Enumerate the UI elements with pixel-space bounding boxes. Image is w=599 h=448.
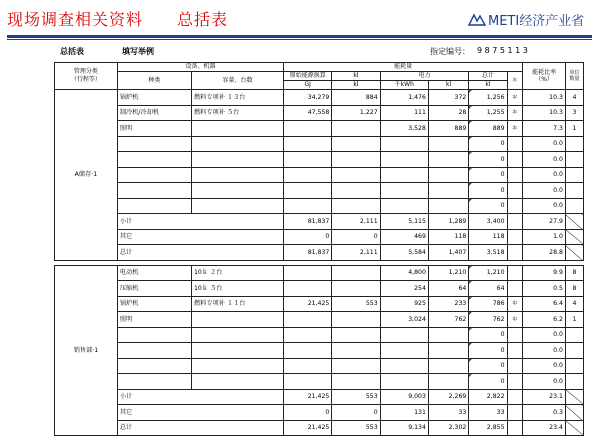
count-cell[interactable]: [565, 167, 583, 183]
ratio-cell[interactable]: 0.0: [523, 183, 566, 199]
kl1-cell[interactable]: [332, 312, 380, 328]
ratio-cell[interactable]: 0.0: [523, 327, 566, 343]
count-cell[interactable]: 8: [565, 265, 583, 281]
gj-cell[interactable]: 81,837: [284, 214, 332, 230]
kwh-cell[interactable]: 1,476: [380, 90, 428, 106]
kind-cell[interactable]: 照明: [117, 312, 191, 328]
page-title: 现场调查相关资料 总括表: [7, 10, 229, 29]
ratio-cell[interactable]: 10.3: [523, 105, 566, 121]
total-cell[interactable]: 3,518: [469, 245, 507, 261]
star-cell[interactable]: [507, 343, 523, 359]
count-cell[interactable]: [565, 183, 583, 199]
kwh-cell[interactable]: [380, 152, 428, 168]
kl1-cell[interactable]: [332, 152, 380, 168]
count-cell[interactable]: [565, 152, 583, 168]
kl1-cell[interactable]: [332, 327, 380, 343]
sheet-label: 总括表: [60, 47, 84, 56]
kind-cell[interactable]: [117, 183, 191, 199]
star-cell: [507, 229, 523, 245]
equipment-header: 设备、机器: [117, 63, 283, 72]
kind-cell[interactable]: [117, 198, 191, 214]
kl1-cell[interactable]: [332, 121, 380, 137]
ratio-cell[interactable]: 7.3: [523, 121, 566, 137]
total-cell[interactable]: 1,210: [469, 265, 507, 281]
spec-cell[interactable]: [191, 343, 283, 359]
count-cell-disabled: [565, 214, 583, 230]
group-a-body: [55, 90, 584, 261]
spec-cell[interactable]: [191, 327, 283, 343]
header-row-1: [55, 63, 584, 72]
total-cell[interactable]: 0: [469, 136, 507, 152]
other-label: 其它: [117, 229, 283, 245]
kl2-cell[interactable]: 372: [428, 90, 468, 106]
gj-cell[interactable]: [284, 374, 332, 390]
count-cell-disabled: [565, 405, 583, 421]
kind-cell[interactable]: [117, 358, 191, 374]
kwh-cell[interactable]: 131: [380, 405, 428, 421]
star-cell[interactable]: [507, 136, 523, 152]
table-row: [55, 265, 584, 281]
star-cell[interactable]: [507, 374, 523, 390]
star-cell: [507, 214, 523, 230]
total-cell[interactable]: 762: [469, 312, 507, 328]
star-cell[interactable]: ＊: [507, 296, 523, 312]
kl1-cell[interactable]: 2,111: [332, 245, 380, 261]
sheet-example-label: 填写举例: [122, 47, 154, 56]
kl1-cell[interactable]: [332, 358, 380, 374]
kwh-cell[interactable]: [380, 327, 428, 343]
total-cell[interactable]: 786: [469, 296, 507, 312]
total-cell[interactable]: 0: [469, 167, 507, 183]
spec-cell[interactable]: 燃料专项补 ５台: [191, 105, 283, 121]
kl1-cell[interactable]: 0: [332, 229, 380, 245]
table-row: [55, 343, 584, 359]
ratio-header: 能耗比率（%）: [523, 63, 566, 90]
kl2-cell[interactable]: 1,210: [428, 265, 468, 281]
ratio-cell[interactable]: 23.1: [523, 389, 566, 405]
kind-cell[interactable]: 电动机: [117, 265, 191, 281]
usage-header: 能耗量: [284, 63, 523, 72]
star-cell: [507, 420, 523, 436]
gj-cell[interactable]: [284, 327, 332, 343]
star-cell[interactable]: [507, 327, 523, 343]
kl1-cell[interactable]: [332, 167, 380, 183]
meti-logo-icon: [468, 13, 486, 27]
spec-cell[interactable]: [191, 183, 283, 199]
summary-table: [54, 62, 584, 436]
star-cell[interactable]: ＊: [507, 121, 523, 137]
ratio-cell[interactable]: 28.8: [523, 245, 566, 261]
count-cell[interactable]: 1: [565, 121, 583, 137]
kwh-cell[interactable]: 3,528: [380, 121, 428, 137]
gj-cell[interactable]: [284, 152, 332, 168]
gj-cell[interactable]: [284, 167, 332, 183]
count-cell[interactable]: [565, 374, 583, 390]
total-cell[interactable]: 0: [469, 358, 507, 374]
count-cell[interactable]: 1: [565, 312, 583, 328]
kind-cell[interactable]: [117, 374, 191, 390]
ratio-cell[interactable]: 1.0: [523, 229, 566, 245]
total-cell[interactable]: 1,256: [469, 90, 507, 106]
ratio-cell[interactable]: 0.0: [523, 167, 566, 183]
total-cell[interactable]: 118: [469, 229, 507, 245]
kind-cell[interactable]: [117, 136, 191, 152]
kwh-cell[interactable]: [380, 136, 428, 152]
gj-cell[interactable]: [284, 198, 332, 214]
kwh-cell[interactable]: 5,115: [380, 214, 428, 230]
star-cell[interactable]: [507, 198, 523, 214]
gj-cell[interactable]: [284, 343, 332, 359]
table-row: [55, 105, 584, 121]
total-cell[interactable]: 0: [469, 198, 507, 214]
ratio-cell[interactable]: 0.0: [523, 343, 566, 359]
kl2-cell[interactable]: [428, 136, 468, 152]
table-row: [55, 136, 584, 152]
ratio-cell[interactable]: 0.3: [523, 405, 566, 421]
kl2-cell[interactable]: [428, 167, 468, 183]
spec-cell[interactable]: [191, 374, 283, 390]
spec-cell[interactable]: [191, 136, 283, 152]
star-cell: [507, 245, 523, 261]
table-row: [55, 281, 584, 297]
logo-text: METI经济产业省: [488, 14, 585, 29]
gj-cell[interactable]: 21,425: [284, 296, 332, 312]
gj-cell[interactable]: 21,425: [284, 389, 332, 405]
count-cell[interactable]: 3: [565, 105, 583, 121]
gj-cell[interactable]: 0: [284, 405, 332, 421]
count-cell-disabled: [565, 389, 583, 405]
kl2-cell[interactable]: 1,289: [428, 214, 468, 230]
subtotal-label: 小计: [117, 214, 283, 230]
kwh-cell[interactable]: [380, 198, 428, 214]
kl1-cell[interactable]: 553: [332, 420, 380, 436]
kwh-cell[interactable]: 111: [380, 105, 428, 121]
spec-cell[interactable]: [191, 312, 283, 328]
kl2-cell[interactable]: 118: [428, 229, 468, 245]
ratio-cell[interactable]: 6.4: [523, 296, 566, 312]
total-cell[interactable]: 0: [469, 343, 507, 359]
kl2-cell[interactable]: 33: [428, 405, 468, 421]
ratio-cell[interactable]: 0.5: [523, 281, 566, 297]
count-cell-disabled: [565, 229, 583, 245]
gj-cell[interactable]: 81,837: [284, 245, 332, 261]
total-cell[interactable]: 2,822: [469, 389, 507, 405]
kwh-header: 千kWh: [380, 81, 428, 90]
count-cell[interactable]: [565, 358, 583, 374]
star-cell[interactable]: [507, 152, 523, 168]
count-header: 单位数量: [565, 63, 583, 90]
kind-header: 种类: [117, 72, 191, 90]
total-cell[interactable]: 1,255: [469, 105, 507, 121]
kwh-cell[interactable]: [380, 167, 428, 183]
count-cell[interactable]: [565, 343, 583, 359]
table-row: [55, 327, 584, 343]
star-cell[interactable]: [507, 183, 523, 199]
total-cell[interactable]: 3,400: [469, 214, 507, 230]
group-label: 销售部·1: [55, 265, 118, 436]
gj-cell[interactable]: [284, 265, 332, 281]
other-row: [55, 405, 584, 421]
kl1-cell[interactable]: [332, 281, 380, 297]
ratio-cell[interactable]: 10.3: [523, 90, 566, 106]
count-cell[interactable]: [565, 327, 583, 343]
header-rule: [7, 35, 592, 38]
kwh-cell[interactable]: 3,024: [380, 312, 428, 328]
ratio-cell[interactable]: 0.0: [523, 198, 566, 214]
table-row: [55, 167, 584, 183]
gj-cell[interactable]: [284, 358, 332, 374]
kl2-cell[interactable]: [428, 152, 468, 168]
ratio-cell[interactable]: 6.2: [523, 312, 566, 328]
table-row: [55, 152, 584, 168]
kl2-cell[interactable]: 28: [428, 105, 468, 121]
sum-row: [55, 245, 584, 261]
gj-cell[interactable]: 47,558: [284, 105, 332, 121]
subtotal-row: [55, 214, 584, 230]
spec-cell[interactable]: 10ｋ ２台: [191, 265, 283, 281]
ratio-cell[interactable]: 9.9: [523, 265, 566, 281]
kind-cell[interactable]: [117, 343, 191, 359]
count-cell-disabled: [565, 420, 583, 436]
kl2-cell[interactable]: 2,302: [428, 420, 468, 436]
kl1-cell[interactable]: [332, 183, 380, 199]
other-label: 其它: [117, 405, 283, 421]
star-cell[interactable]: [507, 265, 523, 281]
gj-cell[interactable]: [284, 136, 332, 152]
electric-header: 电力: [380, 72, 469, 81]
kl2-cell[interactable]: [428, 358, 468, 374]
table-row: [55, 374, 584, 390]
kl1-cell[interactable]: 553: [332, 296, 380, 312]
table-row: [55, 198, 584, 214]
star-cell[interactable]: ＊: [507, 312, 523, 328]
ratio-cell[interactable]: 0.0: [523, 136, 566, 152]
kind-cell[interactable]: [117, 152, 191, 168]
kl2-cell[interactable]: 762: [428, 312, 468, 328]
star-cell: [507, 405, 523, 421]
kl-header-1b: kl: [332, 81, 380, 90]
count-cell[interactable]: 8: [565, 281, 583, 297]
gj-cell[interactable]: [284, 312, 332, 328]
gj-cell[interactable]: [284, 281, 332, 297]
spec-cell[interactable]: 10ｋ ５台: [191, 281, 283, 297]
group-b-body: [55, 265, 584, 436]
kl-header-2: kl: [428, 81, 468, 90]
header-rule-thin: [7, 39, 592, 40]
sum-label: 总计: [117, 420, 283, 436]
kwh-cell[interactable]: 9,134: [380, 420, 428, 436]
total-cell[interactable]: 33: [469, 405, 507, 421]
spec-cell[interactable]: [191, 167, 283, 183]
kl1-cell[interactable]: 884: [332, 90, 380, 106]
total-cell[interactable]: 889: [469, 121, 507, 137]
kind-cell[interactable]: 制冷机/冷却机: [117, 105, 191, 121]
kl-header-1: kl: [332, 72, 380, 81]
kind-cell[interactable]: [117, 167, 191, 183]
kl1-cell[interactable]: [332, 265, 380, 281]
kl2-cell[interactable]: 889: [428, 121, 468, 137]
star-cell[interactable]: ＊: [507, 90, 523, 106]
total-cell[interactable]: 64: [469, 281, 507, 297]
star-cell[interactable]: [507, 281, 523, 297]
spec-cell[interactable]: 燃料专项补 １３台: [191, 90, 283, 106]
kwh-cell[interactable]: 9,003: [380, 389, 428, 405]
table-row: [55, 358, 584, 374]
sum-label: 总计: [117, 245, 283, 261]
group-label: A储存·1: [55, 90, 118, 261]
table-row: [55, 121, 584, 137]
count-cell[interactable]: [565, 198, 583, 214]
kwh-cell[interactable]: 469: [380, 229, 428, 245]
kwh-cell[interactable]: 4,800: [380, 265, 428, 281]
spec-cell[interactable]: 燃料专项补 １１台: [191, 296, 283, 312]
kl2-cell[interactable]: 233: [428, 296, 468, 312]
kl1-cell[interactable]: [332, 343, 380, 359]
kl2-cell[interactable]: [428, 183, 468, 199]
subtotal-label: 小计: [117, 389, 283, 405]
kind-cell[interactable]: [117, 327, 191, 343]
gj-cell[interactable]: 21,425: [284, 420, 332, 436]
spec-cell[interactable]: [191, 198, 283, 214]
table-row: [55, 90, 584, 106]
ratio-cell[interactable]: 27.9: [523, 214, 566, 230]
sum-row: [55, 420, 584, 436]
table-row: [55, 183, 584, 199]
spec-cell[interactable]: [191, 121, 283, 137]
kl1-cell[interactable]: [332, 198, 380, 214]
gj-cell[interactable]: 34,279: [284, 90, 332, 106]
kl1-cell[interactable]: [332, 136, 380, 152]
capacity-header: 容量、台数: [191, 72, 283, 90]
kl2-cell[interactable]: [428, 327, 468, 343]
total-cell[interactable]: 0: [469, 374, 507, 390]
designated-number-label: 指定编号：: [430, 47, 470, 56]
meti-logo: [468, 10, 584, 29]
kind-cell[interactable]: 锅炉机: [117, 90, 191, 106]
kl2-cell[interactable]: 64: [428, 281, 468, 297]
ratio-cell[interactable]: 23.4: [523, 420, 566, 436]
ratio-cell[interactable]: 0.0: [523, 358, 566, 374]
table-row: [55, 312, 584, 328]
kl2-cell[interactable]: [428, 198, 468, 214]
subtotal-row: [55, 389, 584, 405]
ratio-cell[interactable]: 0.0: [523, 152, 566, 168]
kwh-cell[interactable]: [380, 358, 428, 374]
kwh-cell[interactable]: 5,584: [380, 245, 428, 261]
kind-cell[interactable]: 照明: [117, 121, 191, 137]
star-cell[interactable]: ＊: [507, 105, 523, 121]
total-header: 总计: [469, 72, 507, 81]
kl1-cell[interactable]: [332, 374, 380, 390]
gj-cell[interactable]: [284, 183, 332, 199]
kwh-cell[interactable]: 925: [380, 296, 428, 312]
kl2-cell[interactable]: 2,269: [428, 389, 468, 405]
ratio-cell[interactable]: 0.0: [523, 374, 566, 390]
kl1-cell[interactable]: 2,111: [332, 214, 380, 230]
star-cell[interactable]: [507, 358, 523, 374]
star-cell[interactable]: [507, 167, 523, 183]
category-header: 管理分类 （行程等）: [55, 63, 118, 90]
kl2-cell[interactable]: [428, 343, 468, 359]
total-cell[interactable]: 2,855: [469, 420, 507, 436]
kwh-cell[interactable]: [380, 183, 428, 199]
primary-header: 原始能源换算: [284, 72, 332, 81]
count-cell[interactable]: 4: [565, 90, 583, 106]
kwh-cell[interactable]: [380, 343, 428, 359]
total-cell[interactable]: 0: [469, 152, 507, 168]
table-row: [55, 296, 584, 312]
star-header: ＊: [507, 72, 523, 90]
kl2-cell[interactable]: [428, 374, 468, 390]
kl1-cell[interactable]: 1,227: [332, 105, 380, 121]
kind-cell[interactable]: 锅炉机: [117, 296, 191, 312]
spec-cell[interactable]: [191, 152, 283, 168]
spec-cell[interactable]: [191, 358, 283, 374]
designated-number-value: 9 8 7 5 1 1 3: [477, 46, 528, 55]
gj-cell[interactable]: [284, 121, 332, 137]
other-row: [55, 229, 584, 245]
count-cell[interactable]: 4: [565, 296, 583, 312]
count-cell[interactable]: [565, 136, 583, 152]
star-cell: [507, 389, 523, 405]
total-cell[interactable]: 0: [469, 327, 507, 343]
kl1-cell[interactable]: 553: [332, 389, 380, 405]
kwh-cell[interactable]: [380, 374, 428, 390]
total-cell[interactable]: 0: [469, 183, 507, 199]
kl-header-3: kl: [469, 81, 507, 90]
kl1-cell[interactable]: 0: [332, 405, 380, 421]
gj-header: GJ: [284, 81, 332, 90]
gj-cell[interactable]: 0: [284, 229, 332, 245]
kwh-cell[interactable]: 254: [380, 281, 428, 297]
header-row-2: [55, 72, 584, 81]
kind-cell[interactable]: 压缩机: [117, 281, 191, 297]
count-cell-disabled: [565, 245, 583, 261]
kl2-cell[interactable]: 1,407: [428, 245, 468, 261]
